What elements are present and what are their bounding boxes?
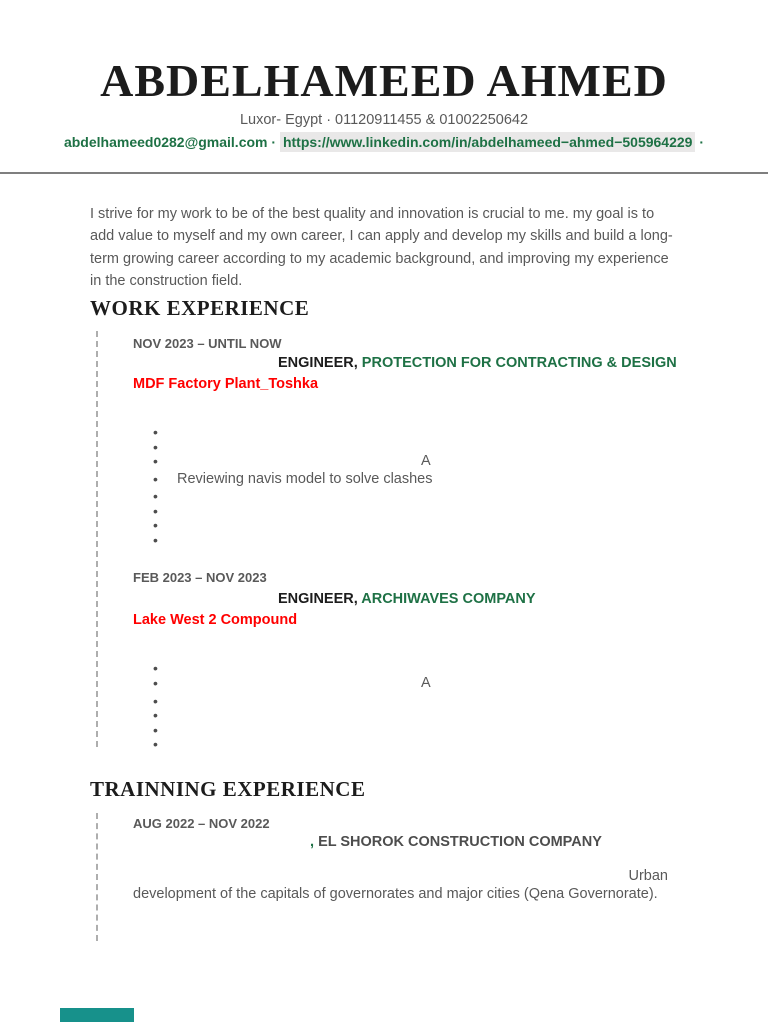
training-experience-title: TRAINNING EXPERIENCE	[90, 777, 366, 801]
list-item	[96, 692, 656, 707]
list-item	[96, 488, 656, 503]
job-role-line	[278, 591, 536, 607]
summary-text: I strive for my work to be of the best quality and innovation is crucial to me. my goal is to add value to myself and my own career, I can apply and develop my skills and build a long-term growing career according to my academic background, and improving my experience in the construction field.	[90, 206, 673, 290]
page-title: ABDELHAMEED AHMED	[100, 55, 668, 106]
contact-line: Luxor- Egypt · 01120911455 & 01002250642	[239, 112, 529, 128]
list-item	[96, 517, 656, 532]
list-item	[96, 503, 656, 518]
linkedin-link[interactable]: https://www.linkedin.com/in/abdelhameed−ahmed−505964229	[280, 132, 696, 152]
training-description	[133, 868, 680, 903]
training-company: EL SHOROK CONSTRUCTION COMPANY	[318, 834, 602, 850]
list-item	[96, 424, 656, 439]
bullet-list	[96, 424, 656, 546]
job-company: PROTECTION FOR CONTRACTING & DESIGN	[361, 355, 677, 371]
list-item	[96, 532, 656, 547]
job-date: NOV 2023 – UNTIL NOW	[133, 336, 282, 351]
footer-accent-bar	[60, 1008, 134, 1022]
training-role-line	[310, 834, 602, 850]
job-role: ENGINEER,	[278, 591, 358, 607]
email-link[interactable]: abdelhameed0282@gmail.com	[63, 134, 268, 150]
list-item	[96, 721, 656, 736]
job-company: ARCHIWAVES COMPANY	[361, 591, 536, 607]
list-item	[96, 439, 656, 454]
list-item: • Reviewing navis model to solve clashes	[96, 471, 656, 489]
dashed-timeline-training	[96, 813, 98, 941]
list-item: • A	[96, 453, 656, 471]
job-date: FEB 2023 – NOV 2023	[133, 570, 267, 585]
list-item: • A	[96, 674, 656, 692]
training-date: AUG 2022 – NOV 2022	[133, 816, 270, 831]
work-experience-title: WORK EXPERIENCE	[90, 296, 310, 320]
links-line	[0, 134, 768, 150]
job-project: Lake West 2 Compound	[133, 612, 298, 628]
job-role: ENGINEER,	[278, 355, 358, 371]
training-description-line1: Urban	[628, 868, 668, 884]
job-project: MDF Factory Plant_Toshka	[133, 376, 319, 392]
separator-dot: ·	[271, 134, 277, 150]
header-divider	[0, 172, 768, 174]
job-role-line	[278, 355, 677, 371]
training-role-comma: ,	[310, 834, 315, 850]
training-description-line2: development of the capitals of governorates and major cities (Qena Governorate).	[133, 885, 658, 902]
list-item	[96, 706, 656, 721]
list-item	[96, 735, 656, 750]
bullet-list	[96, 659, 656, 750]
list-item	[96, 659, 656, 674]
separator-dot: ·	[699, 134, 705, 150]
